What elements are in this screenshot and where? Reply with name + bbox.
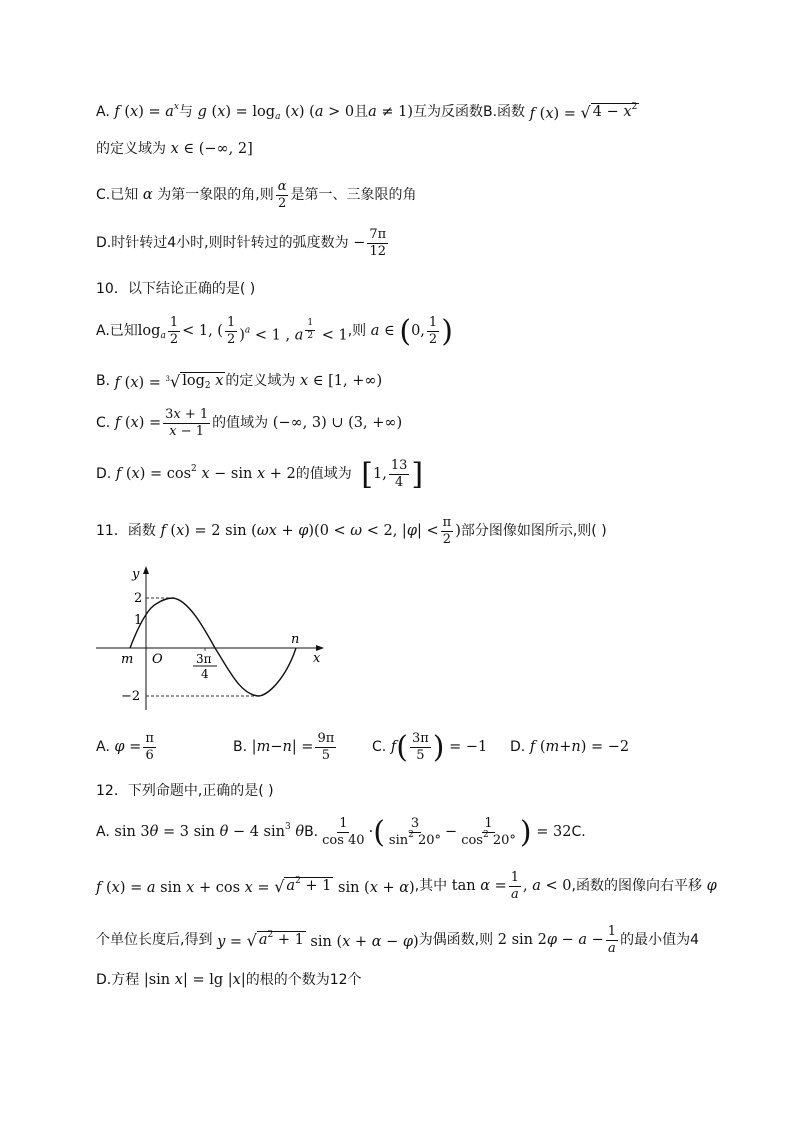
q11-stem-pre: 11．函数	[96, 523, 156, 540]
graph-label-2: 2	[134, 591, 143, 606]
q10-c-tail: 的值域为	[212, 415, 269, 432]
q9-b-line2: 的定义域为	[96, 141, 166, 158]
q9-c-label: C.已知	[96, 187, 139, 204]
graph-label-neg2: −2	[121, 689, 141, 704]
q12-b-label: B.	[304, 824, 319, 841]
q12-option-d: D.方程 |sin x| = lg |x| 的根的个数为12个	[96, 972, 362, 989]
q10-b-label: B.	[96, 373, 111, 390]
graph-tick-den: 4	[201, 667, 209, 681]
q9-a-formula-f: f $(x) = a^x$	[114, 101, 179, 120]
graph-label-origin: O	[152, 652, 163, 667]
q10-b-tail: 的定义域为	[225, 373, 296, 390]
graph-label-y: y	[132, 567, 140, 582]
q10-stem-text: 10．以下结论正确的是( )	[96, 281, 256, 297]
q11-options	[96, 729, 630, 765]
q9-d-text: D.时针转过4小时,则时针转过的弧度数为	[96, 235, 349, 252]
q10-option-b: B. f (x) = $^3$ √ $\log_2 x$ 的定义域为 x ∈ [1, +∞)	[96, 371, 383, 391]
q11-opt-d: D. f ( m + n ) = −2	[510, 738, 630, 756]
q12-d-tail: 的根的个数为12个	[245, 972, 362, 989]
q10-d-label: D.	[96, 466, 112, 483]
q11-opt-b: B. | m − n | = $\frac{9\pi}{5}$	[233, 731, 335, 763]
q12-c-line2-tail: 的最小值为4	[620, 932, 699, 949]
graph-dashes	[146, 598, 258, 696]
graph-label-n: n	[291, 632, 300, 647]
q12-c-line1-mid: ,其中	[414, 878, 448, 895]
q12-c-label: C.	[571, 824, 586, 841]
graph-tick-num: 3π	[196, 652, 212, 666]
graph-label-m: m	[121, 652, 134, 667]
q12-stem-text: 12．下列命题中,正确的是( )	[96, 783, 274, 799]
q9-c-tail: 是第一、三象限的角	[290, 187, 417, 204]
q12-option-ab: A. sin 3θ = 3 sin θ − 4 $\sin^3 \theta$ B. $\frac{1}{\cos 40}$ · ( $\frac{3}{\sin^2 20^\circ}$ − $\frac{1}{\cos^2 20^\circ}$ ) = 32 C.	[96, 814, 586, 850]
q10-option-d: D. f $(x) = \cos^2 x - \sin x + 2$ 的值域为 [ 1, $\frac{13}{4}$ ]	[96, 456, 424, 492]
q11-stem: 11．函数 f (x) = 2 sin (ωx + φ)(0 < ω < 2, |φ| < $\frac{\pi}{2}$ ) 部分图像如图所示,则( )	[96, 515, 607, 547]
q11-graph	[90, 560, 330, 715]
q9-d-fraction: $\frac{7\pi}{12}$	[369, 227, 387, 259]
graph-label-x: x	[313, 651, 321, 666]
q11-opt-c: C. f ( $\frac{3\pi}{5}$ ) = −1	[372, 729, 488, 765]
graph-label-1: 1	[134, 613, 143, 628]
q12-a-label: A.	[96, 824, 110, 841]
q12-c-line1-tail: ,函数的图像向右平移	[571, 878, 702, 895]
q11-stem-post: 部分图像如图所示,则( )	[460, 523, 607, 540]
q12-c-line2-mid: 为偶函数,则	[418, 932, 494, 949]
q9-option-b-line2	[96, 142, 253, 157]
q9-option-c: C.已知 α 为第一象限的角,则 $\frac{\alpha}{2}$ 是第一、三象限的角	[96, 179, 417, 211]
q9-c-mid: 为第一象限的角,则	[157, 187, 274, 204]
q11-opt-a: A. φ = $\frac{\pi}{6}$	[96, 731, 154, 763]
q9-b-label: B.函数	[483, 104, 526, 121]
q10-d-tail: 的值域为	[295, 466, 352, 483]
q9-option-d: D.时针转过4小时,则时针转过的弧度数为 − $\frac{7\pi}{12}$	[96, 227, 387, 259]
q12-c-line2-pre: 个单位长度后,得到	[96, 932, 213, 949]
q10-a-then: ,则	[347, 323, 367, 340]
q10-c-label: C.	[96, 415, 111, 432]
q9-b-domain: x ∈ (−∞, 2]	[170, 141, 253, 157]
q12-option-c-line2: 个单位长度后,得到 y = √ $a^2 + 1$ sin (x + α − φ) 为偶函数,则 2 sin 2φ − a − $\frac{1}{a}$ 的最小值为4	[96, 924, 699, 956]
q12-option-c-line1: f (x) = a sin x + cos x = √ $a^2 + 1$ sin (x + α) ,其中 tan α = $\frac{1}{a}$ , a < 0 ,函数的图像向右平移 φ	[96, 870, 717, 902]
q10-option-c: C. f (x) = $\frac{3x + 1}{x - 1}$ 的值域为 (−∞, 3) ∪ (3, +∞)	[96, 407, 403, 439]
q10-a-label: A.已知	[96, 323, 138, 340]
q10-stem	[96, 282, 255, 296]
q9-a-tail: 互为反函数	[413, 104, 483, 121]
q9-c-fraction: $\frac{\alpha}{2}$	[277, 179, 287, 211]
sine-curve	[130, 598, 296, 696]
q12-stem	[96, 784, 274, 798]
y-axis-arrow	[143, 566, 149, 574]
q9-a-label: A.	[96, 104, 110, 121]
q12-d-label: D.方程	[96, 972, 140, 989]
q9-a-formula-g: g $(x) = \log_a (x) (a > 0$且a ≠ 1)	[197, 103, 413, 122]
q9-option-a: A. f $(x) = a^x$ 与 g $(x) = \log_a (x) (a > 0$且a ≠ 1) 互为反函数 B.函数 f (x) = √ $4 - x^2$	[96, 101, 638, 122]
q10-option-a: A.已知 $\log_a$ $\frac{1}{2}$ < 1, ( $\frac{1}{2}$ )$^a$ < 1 , a $^{\frac{1}{2}}$ < 1 ,则 a ∈ ( 0, $\frac{1}{2}$ )	[96, 313, 453, 349]
q9-b-formula: f (x) = √ $4 - x^2$	[529, 102, 638, 122]
